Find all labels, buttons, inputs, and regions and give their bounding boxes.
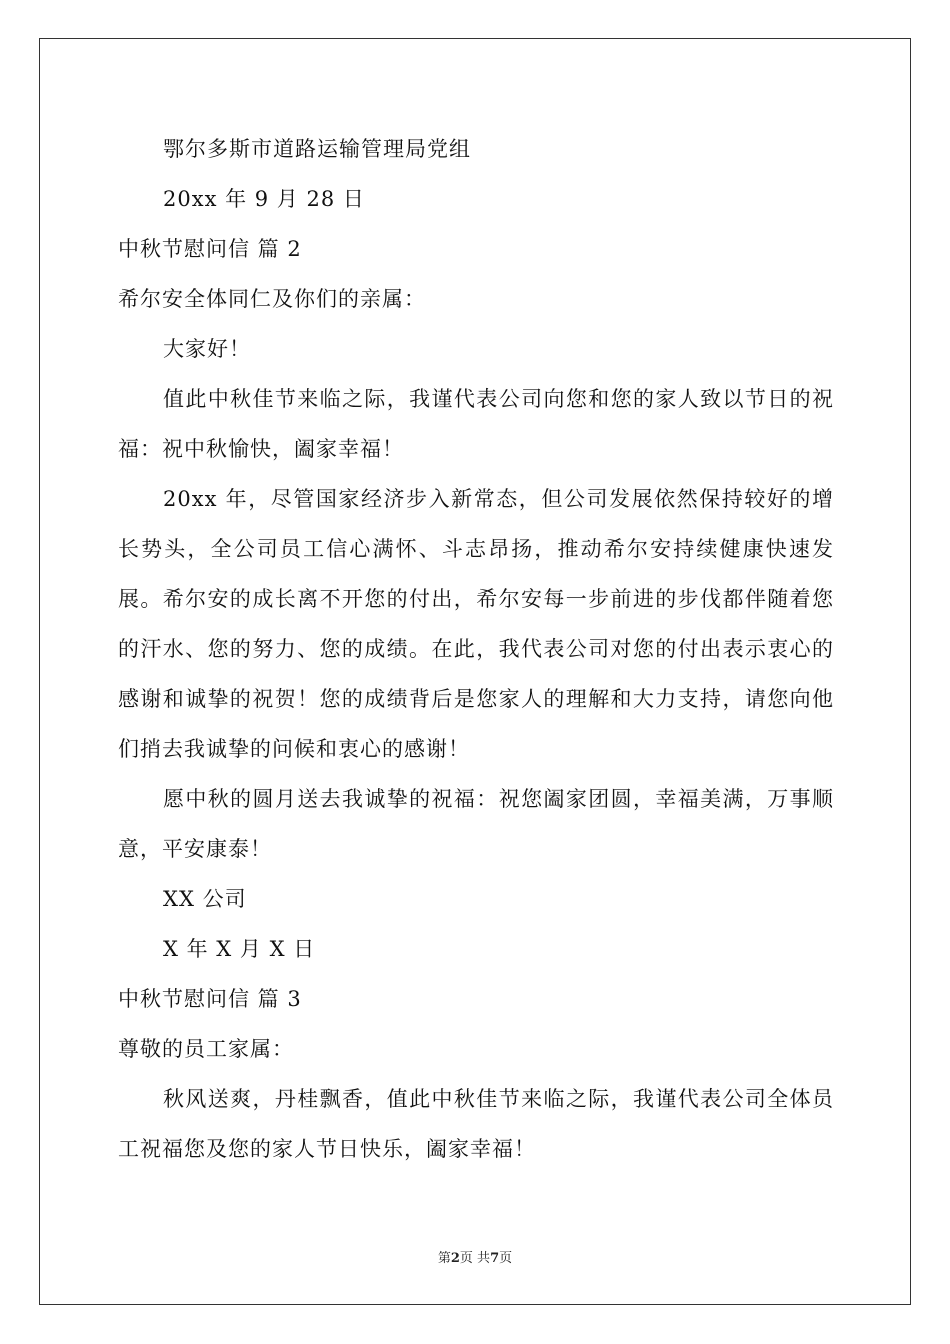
signature-organization: 鄂尔多斯市道路运输管理局党组	[163, 137, 471, 161]
section-2-paragraph: 20xx 年，尽管国家经济步入新常态，但公司发展依然保持较好的增长势头，全公司员工信心满怀、斗志昂扬，推动希尔安持续健康快速发展。希尔安的成长离不开您的付出，希尔安每一步前进的步伐都伴随着您的汗水、您的努力、您的成绩。在此，我代表公司对您的付出表示衷心的感谢和诚挚的祝贺！您的成绩背后是您家人的理解和大力支持，请您向他们捎去我诚挚的问候和衷心的感谢！	[118, 487, 834, 761]
page-number-total: 7	[490, 1251, 500, 1266]
signature-date: 20xx 年 9 月 28 日	[163, 187, 365, 211]
section-2-signature-organization: XX 公司	[163, 887, 247, 911]
section-2-salutation: 希尔安全体同仁及你们的亲属：	[118, 287, 426, 311]
page-number-middle: 页 共	[459, 1251, 491, 1266]
section-2-signature-date: X 年 X 月 X 日	[163, 937, 316, 961]
document-body	[118, 124, 834, 1174]
page-footer	[0, 1247, 950, 1266]
section-2-title: 中秋节慰问信 篇 2	[118, 237, 302, 261]
section-2-paragraph: 愿中秋的圆月送去我诚挚的祝福：祝您阖家团圆，幸福美满，万事顺意，平安康泰！	[118, 787, 834, 861]
page-number-suffix: 页	[499, 1251, 513, 1266]
section-3-title: 中秋节慰问信 篇 3	[118, 987, 302, 1011]
section-3-paragraph: 秋风送爽，丹桂飘香，值此中秋佳节来临之际，我谨代表公司全体员工祝福您及您的家人节日快乐，阖家幸福！	[118, 1087, 834, 1161]
section-2-paragraph: 值此中秋佳节来临之际，我谨代表公司向您和您的家人致以节日的祝福：祝中秋愉快，阖家幸福！	[118, 387, 834, 461]
section-3-salutation: 尊敬的员工家属：	[118, 1037, 294, 1061]
page-number-current: 2	[450, 1251, 460, 1266]
section-2-greeting: 大家好！	[163, 337, 251, 361]
page-number-prefix: 第	[437, 1251, 451, 1266]
